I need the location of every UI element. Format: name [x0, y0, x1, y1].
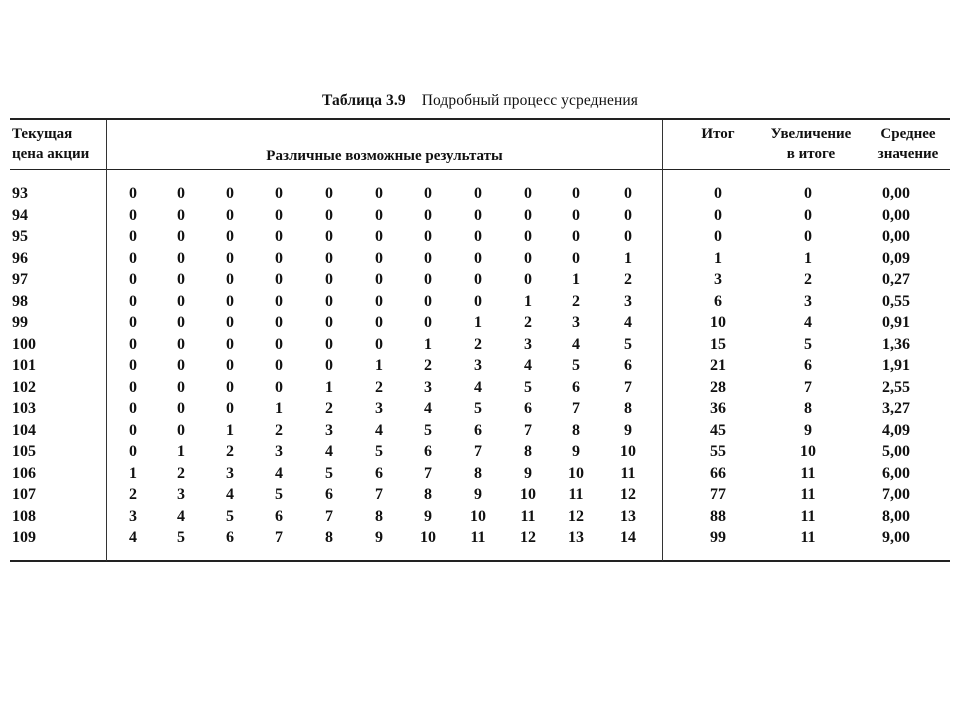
cell-outcome: 3 — [129, 507, 137, 525]
table-row — [0, 527, 960, 549]
cell-outcome: 7 — [325, 507, 333, 525]
cell-outcome: 2 — [226, 443, 234, 460]
cell-outcome: 8 — [524, 443, 532, 460]
cell-total: 3 — [714, 271, 722, 288]
cell-price: 108 — [12, 507, 36, 525]
cell-outcome: 0 — [474, 292, 482, 310]
cell-outcome: 4 — [424, 400, 432, 417]
header-possible-outcomes: Различные возможные результаты — [266, 148, 503, 164]
cell-outcome: 10 — [620, 443, 636, 460]
cell-outcome: 9 — [524, 464, 532, 482]
cell-outcome: 0 — [375, 228, 383, 245]
cell-outcome: 10 — [520, 486, 536, 503]
cell-outcome: 2 — [624, 271, 632, 288]
cell-outcome: 0 — [177, 292, 185, 310]
cell-outcome: 0 — [524, 228, 532, 245]
cell-increase: 3 — [804, 292, 812, 310]
table-caption-title: Подробный процесс усреднения — [421, 92, 638, 109]
cell-outcome: 2 — [275, 421, 283, 439]
cell-price: 100 — [12, 335, 36, 353]
cell-outcome: 0 — [325, 335, 333, 353]
table-body — [0, 183, 960, 549]
cell-outcome: 13 — [620, 507, 636, 525]
table-row — [0, 377, 960, 399]
cell-increase: 4 — [804, 314, 812, 331]
cell-increase: 0 — [804, 206, 812, 224]
cell-outcome: 0 — [177, 357, 185, 374]
cell-price: 103 — [12, 400, 36, 417]
cell-outcome: 10 — [470, 507, 486, 525]
cell-price: 102 — [12, 378, 36, 396]
cell-outcome: 9 — [572, 443, 580, 460]
cell-outcome: 0 — [325, 249, 333, 267]
cell-average: 1,91 — [882, 357, 910, 374]
table-bottom-rule — [10, 560, 950, 562]
cell-outcome: 0 — [424, 249, 432, 267]
cell-increase: 2 — [804, 271, 812, 288]
cell-outcome: 13 — [568, 529, 584, 546]
cell-outcome: 0 — [226, 378, 234, 396]
cell-outcome: 0 — [226, 292, 234, 310]
cell-outcome: 0 — [177, 228, 185, 245]
cell-outcome: 5 — [424, 421, 432, 439]
cell-outcome: 11 — [568, 486, 584, 503]
cell-outcome: 8 — [424, 486, 432, 503]
cell-outcome: 0 — [275, 378, 283, 396]
cell-outcome: 3 — [177, 486, 185, 503]
cell-outcome: 0 — [177, 185, 185, 202]
cell-outcome: 4 — [524, 357, 532, 374]
cell-outcome: 0 — [275, 271, 283, 288]
cell-price: 109 — [12, 529, 36, 546]
cell-outcome: 0 — [474, 271, 482, 288]
cell-outcome: 0 — [177, 335, 185, 353]
header-average-line1: Среднее — [880, 126, 936, 142]
cell-outcome: 9 — [424, 507, 432, 525]
cell-outcome: 2 — [129, 486, 137, 503]
cell-outcome: 0 — [524, 206, 532, 224]
cell-average: 0,91 — [882, 314, 910, 331]
table-caption — [0, 92, 960, 114]
header-current-price-line1: Текущая — [12, 126, 73, 142]
cell-outcome: 12 — [568, 507, 584, 525]
cell-outcome: 11 — [520, 507, 536, 525]
cell-outcome: 4 — [474, 378, 482, 396]
cell-average: 6,00 — [882, 464, 910, 482]
cell-outcome: 4 — [177, 507, 185, 525]
cell-outcome: 7 — [474, 443, 482, 460]
cell-total: 0 — [714, 206, 722, 224]
cell-outcome: 0 — [177, 378, 185, 396]
cell-total: 28 — [710, 378, 726, 396]
cell-outcome: 0 — [226, 185, 234, 202]
cell-outcome: 0 — [177, 421, 185, 439]
cell-outcome: 1 — [624, 249, 632, 267]
cell-outcome: 2 — [325, 400, 333, 417]
cell-outcome: 0 — [129, 314, 137, 331]
cell-outcome: 0 — [129, 206, 137, 224]
header-current-price — [12, 124, 89, 164]
cell-price: 99 — [12, 314, 28, 331]
cell-total: 36 — [710, 400, 726, 417]
cell-price: 95 — [12, 228, 28, 245]
table-row — [0, 484, 960, 506]
cell-outcome: 2 — [572, 292, 580, 310]
cell-outcome: 0 — [572, 249, 580, 267]
cell-total: 88 — [710, 507, 726, 525]
cell-outcome: 0 — [177, 271, 185, 288]
cell-outcome: 0 — [129, 292, 137, 310]
cell-outcome: 0 — [177, 206, 185, 224]
cell-outcome: 11 — [470, 529, 486, 546]
cell-outcome: 8 — [474, 464, 482, 482]
table-row — [0, 183, 960, 205]
cell-increase: 8 — [804, 400, 812, 417]
cell-price: 94 — [12, 206, 28, 224]
cell-increase: 10 — [800, 443, 816, 460]
cell-outcome: 0 — [275, 185, 283, 202]
cell-outcome: 0 — [226, 357, 234, 374]
cell-price: 98 — [12, 292, 28, 310]
cell-outcome: 0 — [129, 249, 137, 267]
cell-average: 4,09 — [882, 421, 910, 439]
cell-increase: 5 — [804, 335, 812, 353]
cell-outcome: 6 — [572, 378, 580, 396]
cell-outcome: 5 — [325, 464, 333, 482]
cell-outcome: 0 — [325, 357, 333, 374]
cell-price: 105 — [12, 443, 36, 460]
cell-increase: 11 — [800, 486, 816, 503]
cell-outcome: 3 — [226, 464, 234, 482]
cell-outcome: 7 — [572, 400, 580, 417]
cell-price: 107 — [12, 486, 36, 503]
cell-outcome: 0 — [226, 314, 234, 331]
cell-outcome: 11 — [620, 464, 636, 482]
cell-outcome: 1 — [226, 421, 234, 439]
cell-outcome: 0 — [424, 314, 432, 331]
cell-outcome: 0 — [275, 357, 283, 374]
cell-outcome: 4 — [375, 421, 383, 439]
cell-outcome: 0 — [325, 292, 333, 310]
cell-outcome: 0 — [275, 292, 283, 310]
cell-increase: 9 — [804, 421, 812, 439]
cell-average: 0,00 — [882, 185, 910, 202]
cell-outcome: 0 — [474, 185, 482, 202]
header-total: Итог — [701, 126, 735, 142]
cell-outcome: 0 — [474, 228, 482, 245]
table-row — [0, 269, 960, 291]
cell-outcome: 0 — [424, 271, 432, 288]
cell-outcome: 3 — [572, 314, 580, 331]
cell-outcome: 3 — [624, 292, 632, 310]
cell-outcome: 0 — [375, 185, 383, 202]
cell-outcome: 1 — [474, 314, 482, 331]
table-row — [0, 312, 960, 334]
cell-outcome: 5 — [524, 378, 532, 396]
cell-outcome: 0 — [424, 228, 432, 245]
cell-outcome: 6 — [226, 529, 234, 546]
cell-total: 45 — [710, 421, 726, 439]
cell-total: 66 — [710, 464, 726, 482]
cell-outcome: 14 — [620, 529, 636, 546]
cell-outcome: 0 — [474, 206, 482, 224]
header-average-line2: значение — [877, 146, 939, 162]
cell-outcome: 0 — [226, 228, 234, 245]
cell-outcome: 0 — [275, 314, 283, 331]
cell-outcome: 3 — [474, 357, 482, 374]
cell-total: 10 — [710, 314, 726, 331]
cell-price: 106 — [12, 464, 36, 482]
cell-outcome: 0 — [275, 228, 283, 245]
table-top-rule — [10, 118, 950, 120]
cell-outcome: 0 — [177, 400, 185, 417]
header-average — [866, 124, 950, 164]
cell-outcome: 1 — [572, 271, 580, 288]
cell-outcome: 1 — [129, 464, 137, 482]
cell-average: 0,00 — [882, 228, 910, 245]
cell-outcome: 2 — [524, 314, 532, 331]
cell-outcome: 0 — [524, 185, 532, 202]
cell-average: 0,27 — [882, 271, 910, 288]
cell-outcome: 3 — [375, 400, 383, 417]
cell-total: 99 — [710, 529, 726, 546]
cell-outcome: 6 — [275, 507, 283, 525]
cell-outcome: 7 — [424, 464, 432, 482]
header-current-price-line2: цена акции — [12, 146, 90, 162]
cell-outcome: 3 — [424, 378, 432, 396]
cell-total: 0 — [714, 185, 722, 202]
cell-outcome: 2 — [177, 464, 185, 482]
cell-increase: 0 — [804, 228, 812, 245]
cell-total: 77 — [710, 486, 726, 503]
table-row — [0, 291, 960, 313]
cell-outcome: 0 — [325, 206, 333, 224]
cell-outcome: 0 — [129, 271, 137, 288]
cell-outcome: 3 — [524, 335, 532, 353]
cell-average: 9,00 — [882, 529, 910, 546]
cell-outcome: 8 — [325, 529, 333, 546]
cell-outcome: 0 — [129, 228, 137, 245]
cell-outcome: 0 — [129, 443, 137, 460]
table-row — [0, 226, 960, 248]
cell-outcome: 0 — [226, 249, 234, 267]
cell-outcome: 5 — [572, 357, 580, 374]
header-increase — [758, 124, 864, 164]
cell-outcome: 4 — [624, 314, 632, 331]
cell-outcome: 5 — [375, 443, 383, 460]
table-caption-label: Таблица 3.9 — [322, 92, 406, 109]
header-increase-line2: в итоге — [786, 146, 836, 162]
cell-increase: 11 — [800, 529, 816, 546]
cell-outcome: 0 — [226, 271, 234, 288]
cell-outcome: 1 — [177, 443, 185, 460]
cell-outcome: 3 — [275, 443, 283, 460]
cell-outcome: 6 — [424, 443, 432, 460]
cell-outcome: 12 — [620, 486, 636, 503]
cell-outcome: 0 — [177, 314, 185, 331]
cell-average: 5,00 — [882, 443, 910, 460]
cell-outcome: 4 — [325, 443, 333, 460]
cell-average: 0,09 — [882, 249, 910, 267]
cell-outcome: 8 — [624, 400, 632, 417]
cell-outcome: 2 — [375, 378, 383, 396]
table-row — [0, 355, 960, 377]
cell-outcome: 0 — [325, 185, 333, 202]
table-header-rule — [10, 169, 950, 170]
header-increase-line1: Увеличение — [770, 126, 852, 142]
cell-outcome: 1 — [424, 335, 432, 353]
cell-outcome: 0 — [474, 249, 482, 267]
cell-outcome: 8 — [572, 421, 580, 439]
cell-outcome: 10 — [568, 464, 584, 482]
cell-outcome: 4 — [572, 335, 580, 353]
cell-average: 7,00 — [882, 486, 910, 503]
table-row — [0, 420, 960, 442]
cell-outcome: 0 — [226, 206, 234, 224]
cell-increase: 11 — [800, 464, 816, 482]
cell-price: 104 — [12, 421, 36, 439]
cell-outcome: 10 — [420, 529, 436, 546]
cell-outcome: 0 — [275, 335, 283, 353]
cell-outcome: 0 — [275, 206, 283, 224]
cell-outcome: 0 — [129, 378, 137, 396]
cell-outcome: 7 — [524, 421, 532, 439]
cell-total: 1 — [714, 249, 722, 267]
cell-outcome: 5 — [624, 335, 632, 353]
cell-outcome: 0 — [524, 271, 532, 288]
cell-outcome: 6 — [375, 464, 383, 482]
cell-outcome: 4 — [275, 464, 283, 482]
cell-outcome: 1 — [325, 378, 333, 396]
cell-outcome: 12 — [520, 529, 536, 546]
cell-outcome: 0 — [325, 228, 333, 245]
cell-average: 8,00 — [882, 507, 910, 525]
cell-outcome: 6 — [524, 400, 532, 417]
cell-average: 1,36 — [882, 335, 910, 353]
table-row — [0, 463, 960, 485]
cell-total: 6 — [714, 292, 722, 310]
cell-outcome: 7 — [275, 529, 283, 546]
cell-outcome: 0 — [129, 335, 137, 353]
cell-outcome: 0 — [572, 228, 580, 245]
cell-outcome: 5 — [177, 529, 185, 546]
table-row — [0, 205, 960, 227]
cell-outcome: 0 — [129, 357, 137, 374]
cell-outcome: 1 — [375, 357, 383, 374]
table-row — [0, 398, 960, 420]
cell-outcome: 5 — [226, 507, 234, 525]
cell-total: 15 — [710, 335, 726, 353]
cell-outcome: 6 — [624, 357, 632, 374]
cell-outcome: 0 — [424, 185, 432, 202]
table-row — [0, 506, 960, 528]
cell-outcome: 0 — [424, 292, 432, 310]
cell-outcome: 0 — [275, 249, 283, 267]
cell-outcome: 7 — [624, 378, 632, 396]
table-row — [0, 334, 960, 356]
cell-outcome: 9 — [624, 421, 632, 439]
cell-outcome: 2 — [424, 357, 432, 374]
cell-outcome: 7 — [375, 486, 383, 503]
cell-price: 97 — [12, 271, 28, 288]
cell-outcome: 0 — [524, 249, 532, 267]
cell-outcome: 0 — [129, 421, 137, 439]
cell-outcome: 0 — [129, 185, 137, 202]
cell-outcome: 0 — [375, 335, 383, 353]
cell-outcome: 6 — [325, 486, 333, 503]
cell-outcome: 0 — [226, 335, 234, 353]
cell-outcome: 5 — [275, 486, 283, 503]
cell-increase: 11 — [800, 507, 816, 525]
cell-average: 0,55 — [882, 292, 910, 310]
cell-outcome: 9 — [375, 529, 383, 546]
cell-outcome: 0 — [226, 400, 234, 417]
cell-outcome: 1 — [275, 400, 283, 417]
cell-outcome: 0 — [375, 314, 383, 331]
cell-price: 96 — [12, 249, 28, 267]
cell-outcome: 6 — [474, 421, 482, 439]
cell-increase: 6 — [804, 357, 812, 374]
cell-outcome: 0 — [129, 400, 137, 417]
cell-outcome: 4 — [226, 486, 234, 503]
cell-outcome: 8 — [375, 507, 383, 525]
cell-outcome: 0 — [325, 314, 333, 331]
cell-outcome: 0 — [375, 271, 383, 288]
cell-total: 55 — [710, 443, 726, 460]
cell-average: 0,00 — [882, 206, 910, 224]
cell-outcome: 0 — [572, 185, 580, 202]
cell-outcome: 0 — [375, 249, 383, 267]
cell-outcome: 0 — [572, 206, 580, 224]
cell-increase: 0 — [804, 185, 812, 202]
cell-total: 21 — [710, 357, 726, 374]
cell-outcome: 2 — [474, 335, 482, 353]
cell-outcome: 0 — [624, 228, 632, 245]
cell-outcome: 3 — [325, 421, 333, 439]
cell-price: 101 — [12, 357, 36, 374]
cell-increase: 1 — [804, 249, 812, 267]
cell-outcome: 0 — [624, 206, 632, 224]
cell-increase: 7 — [804, 378, 812, 396]
cell-average: 2,55 — [882, 378, 910, 396]
table-row — [0, 441, 960, 463]
cell-outcome: 0 — [177, 249, 185, 267]
cell-outcome: 0 — [375, 292, 383, 310]
cell-average: 3,27 — [882, 400, 910, 417]
cell-outcome: 4 — [129, 529, 137, 546]
cell-outcome: 0 — [375, 206, 383, 224]
cell-total: 0 — [714, 228, 722, 245]
cell-outcome: 1 — [524, 292, 532, 310]
cell-price: 93 — [12, 185, 28, 202]
cell-outcome: 9 — [474, 486, 482, 503]
cell-outcome: 0 — [624, 185, 632, 202]
cell-outcome: 5 — [474, 400, 482, 417]
cell-outcome: 0 — [424, 206, 432, 224]
cell-outcome: 0 — [325, 271, 333, 288]
table-row — [0, 248, 960, 270]
